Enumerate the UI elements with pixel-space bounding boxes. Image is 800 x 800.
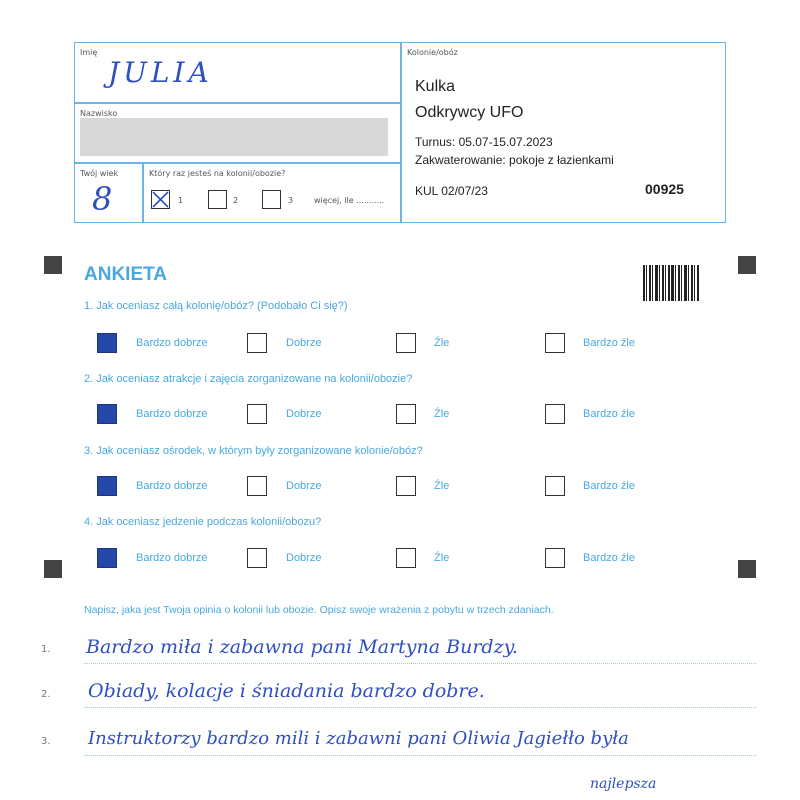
zakwaterowanie: Zakwaterowanie: pokoje z łazienkami xyxy=(415,153,614,167)
corner-marker-top-right xyxy=(738,256,756,274)
opinion-line-3-rule xyxy=(84,754,756,756)
q1-option-bardzo-dobrze: Bardzo dobrze xyxy=(136,337,208,349)
q3-option-zle: Źle xyxy=(434,480,450,492)
q2-option-bardzo-zle: Bardzo źle xyxy=(583,408,635,420)
header-divider-vertical xyxy=(400,42,402,223)
question-1: 1. Jak oceniasz całą kolonię/obóz? (Podobało Ci się?) xyxy=(84,300,348,312)
q2-checkbox-zle[interactable] xyxy=(396,404,416,424)
q1-checkbox-bardzo-dobrze[interactable] xyxy=(97,333,117,353)
q2-checkbox-bardzo-dobrze[interactable] xyxy=(97,404,117,424)
q3-checkbox-bardzo-dobrze[interactable] xyxy=(97,476,117,496)
header-divider-3 xyxy=(142,162,144,223)
opinion-line-2[interactable]: Obiady, kolacje i śniadania bardzo dobre. xyxy=(88,680,485,702)
form-number: 00925 xyxy=(645,181,684,197)
ktory-raz-checkbox-1[interactable] xyxy=(151,190,170,209)
survey-title: ANKIETA xyxy=(84,264,168,285)
ktory-raz-option-1: 1 xyxy=(178,196,184,205)
camp-program: Odkrywcy UFO xyxy=(415,104,524,121)
q4-option-zle: Źle xyxy=(434,552,450,564)
q2-option-zle: Źle xyxy=(434,408,450,420)
wiek-value[interactable]: 8 xyxy=(92,180,113,218)
checkmark-x-icon xyxy=(152,191,169,208)
nazwisko-redacted xyxy=(80,118,388,156)
q1-option-bardzo-zle: Bardzo źle xyxy=(583,337,635,349)
q4-option-bardzo-dobrze: Bardzo dobrze xyxy=(136,552,208,564)
ktory-raz-checkbox-2[interactable] xyxy=(208,190,227,209)
opinion-continuation[interactable]: najlepsza xyxy=(590,776,657,792)
q3-option-bardzo-zle: Bardzo źle xyxy=(583,480,635,492)
q4-option-bardzo-zle: Bardzo źle xyxy=(583,552,635,564)
camp-code: KUL 02/07/23 xyxy=(415,184,488,198)
barcode-icon xyxy=(643,265,699,306)
q1-checkbox-bardzo-zle[interactable] xyxy=(545,333,565,353)
corner-marker-bottom-left xyxy=(44,560,62,578)
opinion-line-2-rule xyxy=(84,706,756,708)
q4-checkbox-bardzo-zle[interactable] xyxy=(545,548,565,568)
q2-checkbox-bardzo-zle[interactable] xyxy=(545,404,565,424)
camp-name: Kulka xyxy=(415,78,456,95)
q1-option-dobrze: Dobrze xyxy=(286,337,322,349)
turnus: Turnus: 05.07-15.07.2023 xyxy=(415,135,553,149)
imie-value[interactable]: JULIA xyxy=(108,56,213,89)
corner-marker-top-left xyxy=(44,256,62,274)
ktory-raz-option-3: 3 xyxy=(288,196,294,205)
opinion-line-1-rule xyxy=(84,662,756,664)
q1-option-zle: Źle xyxy=(434,337,450,349)
q4-checkbox-zle[interactable] xyxy=(396,548,416,568)
q2-option-dobrze: Dobrze xyxy=(286,408,322,420)
opinion-prompt: Napisz, jaka jest Twoja opinia o kolonii lub obozie. Opisz swoje wrażenia z pobytu w trzech zdaniach. xyxy=(84,604,554,616)
opinion-line-number-2: 2. xyxy=(41,689,51,700)
question-2: 2. Jak oceniasz atrakcje i zajęcia zorganizowane na kolonii/obozie? xyxy=(84,373,413,385)
ktory-raz-label: Który raz jesteś na kolonii/obozie? xyxy=(149,169,286,178)
opinion-line-number-1: 1. xyxy=(41,644,51,655)
opinion-line-1[interactable]: Bardzo miła i zabawna pani Martyna Burdzy. xyxy=(86,636,518,658)
wiecej-label: więcej, ile ........... xyxy=(314,196,385,205)
q4-option-dobrze: Dobrze xyxy=(286,552,322,564)
q3-option-bardzo-dobrze: Bardzo dobrze xyxy=(136,480,208,492)
q4-checkbox-dobrze[interactable] xyxy=(247,548,267,568)
q3-checkbox-bardzo-zle[interactable] xyxy=(545,476,565,496)
corner-marker-bottom-right xyxy=(738,560,756,578)
ktory-raz-option-2: 2 xyxy=(233,196,239,205)
q1-checkbox-zle[interactable] xyxy=(396,333,416,353)
question-3: 3. Jak oceniasz ośrodek, w którym były zorganizowane kolonie/obóz? xyxy=(84,445,423,457)
q2-checkbox-dobrze[interactable] xyxy=(247,404,267,424)
q4-checkbox-bardzo-dobrze[interactable] xyxy=(97,548,117,568)
question-4: 4. Jak oceniasz jedzenie podczas kolonii/obozu? xyxy=(84,516,322,528)
wiek-label: Twój wiek xyxy=(80,169,119,178)
q3-checkbox-dobrze[interactable] xyxy=(247,476,267,496)
kolonie-label: Kolonie/obóz xyxy=(407,48,458,57)
imie-label: Imię xyxy=(80,48,98,57)
nazwisko-label: Nazwisko xyxy=(80,109,118,118)
q2-option-bardzo-dobrze: Bardzo dobrze xyxy=(136,408,208,420)
opinion-line-3[interactable]: Instruktorzy bardzo mili i zabawni pani Oliwia Jagiełło była xyxy=(88,728,629,749)
header-divider-1 xyxy=(74,102,401,104)
header-divider-2 xyxy=(74,162,401,164)
opinion-line-number-3: 3. xyxy=(41,736,51,747)
q3-option-dobrze: Dobrze xyxy=(286,480,322,492)
ktory-raz-checkbox-3[interactable] xyxy=(262,190,281,209)
q3-checkbox-zle[interactable] xyxy=(396,476,416,496)
q1-checkbox-dobrze[interactable] xyxy=(247,333,267,353)
